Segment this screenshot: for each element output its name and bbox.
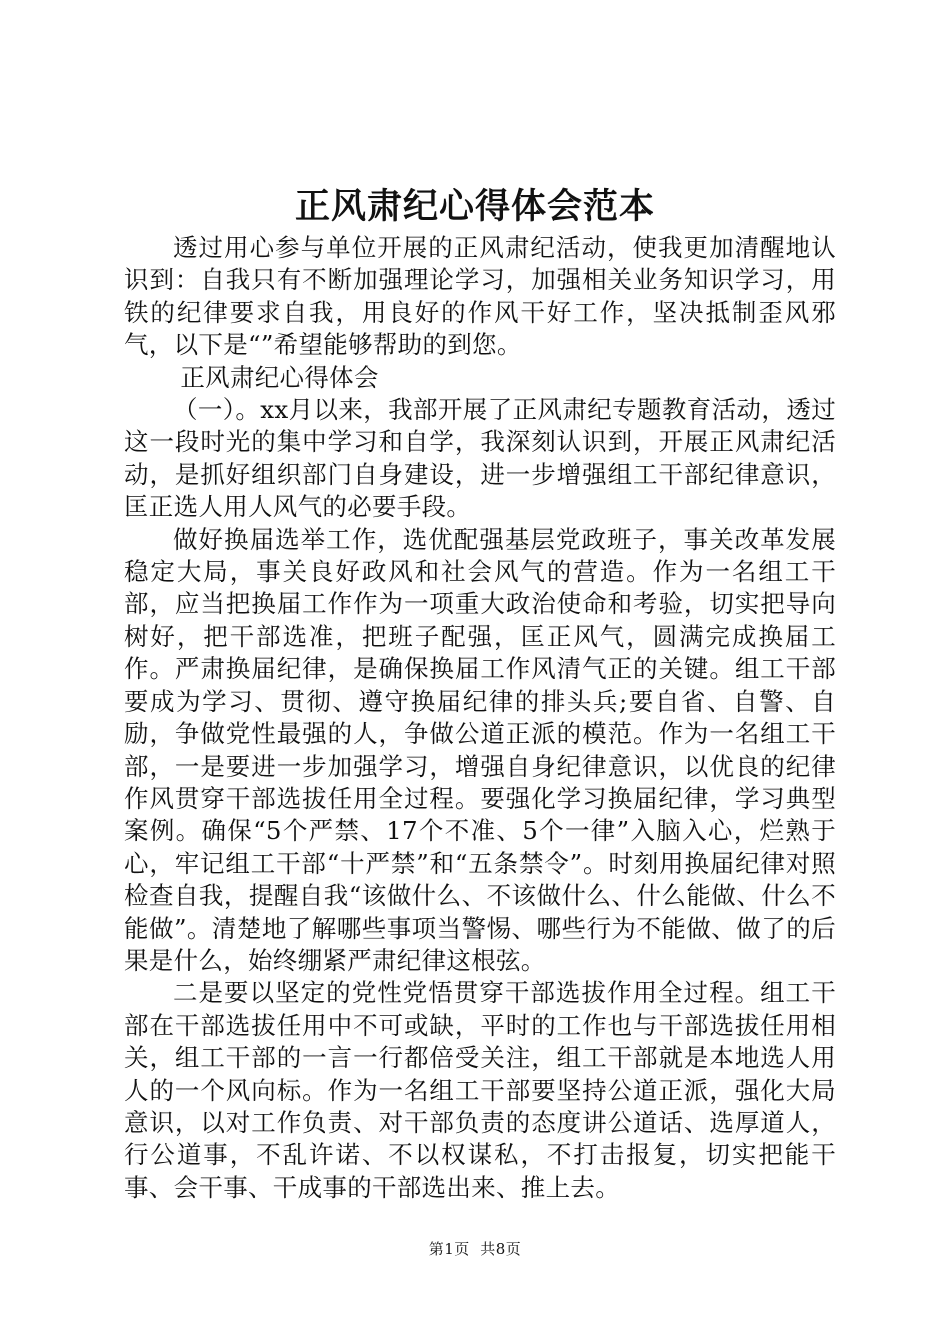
- document-title: 正风肃纪心得体会范本: [294, 186, 655, 227]
- body-paragraph-3: 二是要以坚定的党性党悟贯穿干部选拔作用全过程。组工干部在干部选拔任用中不可或缺，平时的工作也与干部选拔任用相关，组工干部的一言一行都倍受关注，组工干部就是本地选人用人的一个风向标。作为一名组工干部要坚持公道正派，强化大局意识，以对工作负责、对干部负责的态度讲公道话、选厚道人，行公道事，不乱许诺、不以权谋私，不打击报复，切实把能干事、会干事、干成事的干部选出来、推上去。: [124, 978, 836, 1202]
- body-paragraph-1: （一）。xx月以来，我部开展了正风肃纪专题教育活动，透过这一段时光的集中学习和自学，我深刻认识到，开展正风肃纪活动，是抓好组织部门自身建设，进一步增强组工干部纪律意识，匡正选人用人风气的必要手段。: [124, 395, 836, 522]
- section-heading: 正风肃纪心得体会: [180, 362, 379, 392]
- page-footer: [0, 1238, 950, 1260]
- body-paragraph-2: 做好换届选举工作，选优配强基层党政班子，事关改革发展稳定大局，事关良好政风和社会风气的营造。作为一名组工干部，应当把换届工作作为一项重大政治使命和考验，切实把导向树好，把干部选准，把班子配强，匡正风气，圆满完成换届工作。严肃换届纪律，是确保换届工作风清气正的关键。组工干部要成为学习、贯彻、遵守换届纪律的排头兵;要自省、自警、自励，争做党性最强的人，争做公道正派的模范。作为一名组工干部，一是要进一步加强学习，增强自身纪律意识，以优良的纪律作风贯穿干部选拔任用全过程。要强化学习换届纪律，学习典型案例。确保“5个严禁、17个不准、5个一律”入脑入心，烂熟于心，牢记组工干部“十严禁”和“五条禁令”。时刻用换届纪律对照检查自我，提醒自我“该做什么、不该做什么、什么能做、什么不能做”。清楚地了解哪些事项当警惕、哪些行为不能做、做了的后果是什么，始终绷紧严肃纪律这根弦。: [124, 524, 836, 975]
- page-number: 第1页 共8页: [428, 1240, 522, 1258]
- intro-paragraph: 透过用心参与单位开展的正风肃纪活动，使我更加清醒地认识到：自我只有不断加强理论学习，加强相关业务知识学习，用铁的纪律要求自我，用良好的作风干好工作，坚决抵制歪风邪气，以下是“”希望能够帮助的到您。: [124, 233, 836, 360]
- document-body: [124, 232, 836, 1204]
